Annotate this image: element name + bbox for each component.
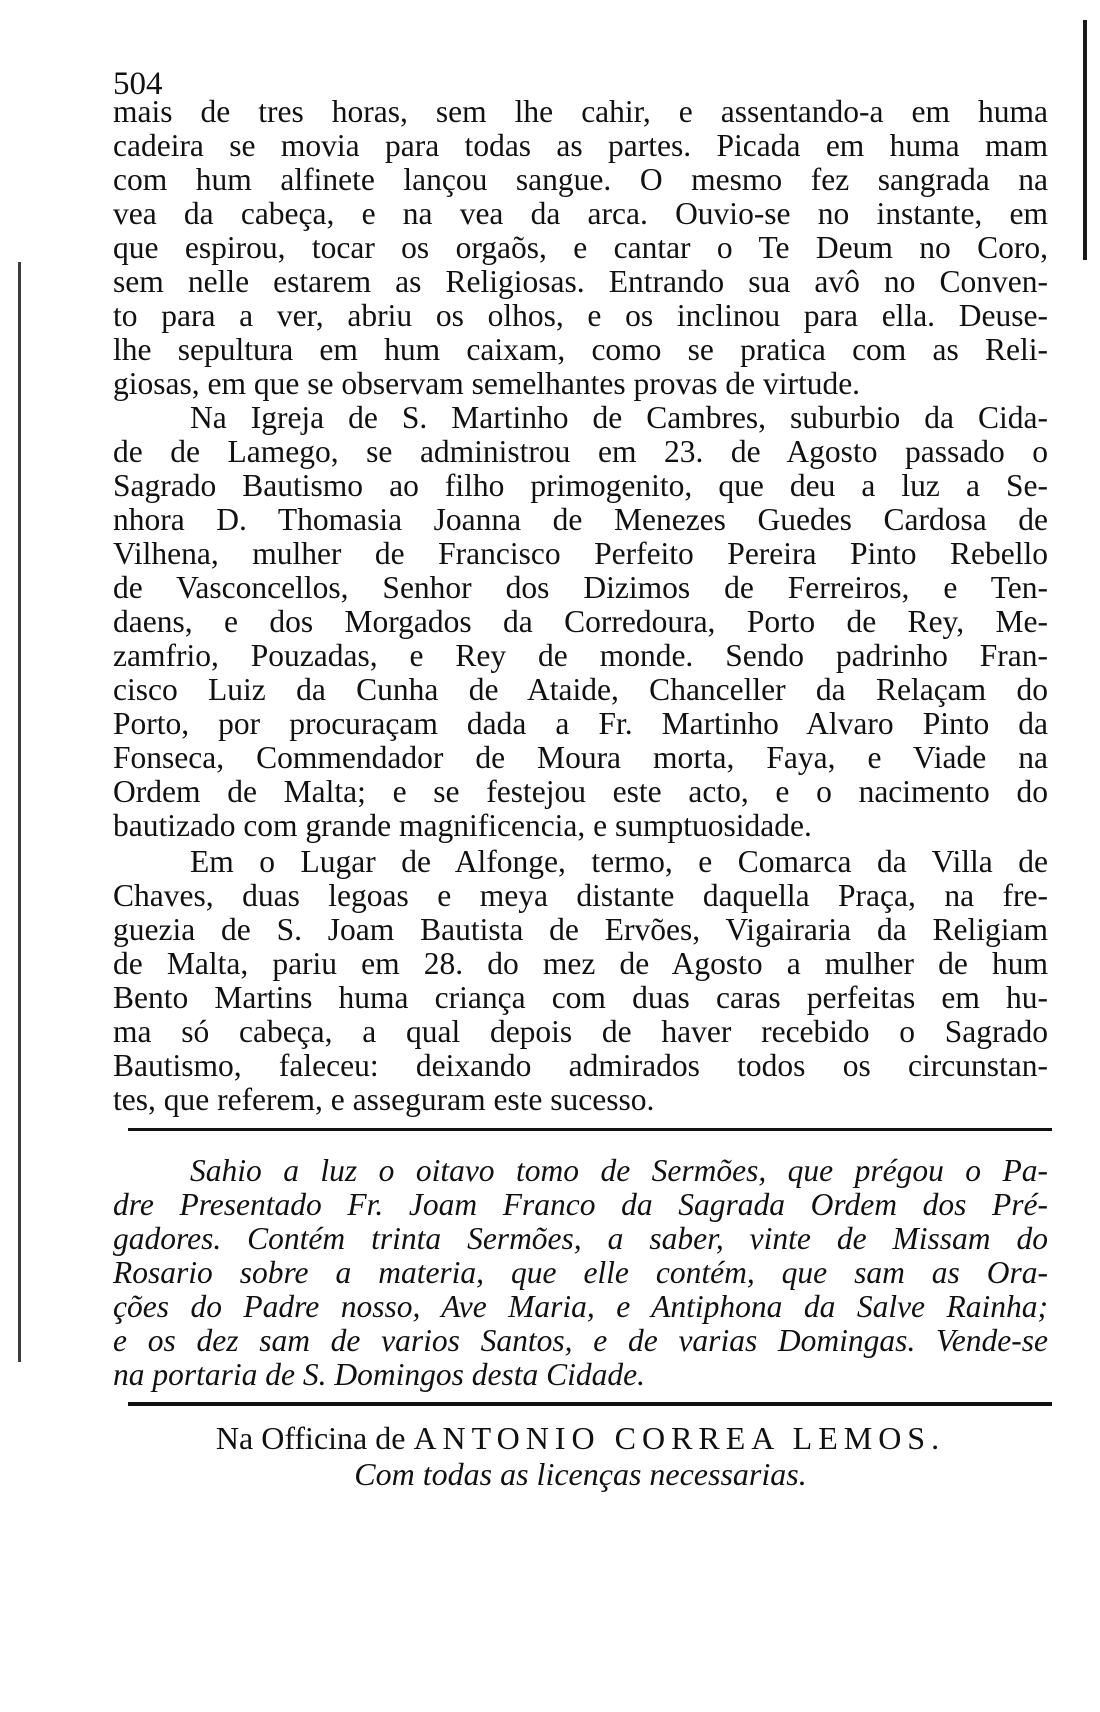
printer-name: ANTONIO CORREA LEMOS. [413,1420,946,1456]
text-line: bautizado com grande magnificencia, e sumptuosidade. [113,808,812,843]
notice-line: dre Presentado Fr. Joam Franco da Sagrada Ordem dos Pré- [113,1187,1048,1222]
notice-line: gadores. Contém trinta Sermões, a saber, vinte de Missam do [113,1221,1048,1256]
text-line: cisco Luiz da Cunha de Ataide, Chanceller da Relaçam do [113,672,1048,707]
text-line: mais de tres horas, sem lhe cahir, e assentando-a em huma [113,94,1048,129]
text-line: Sagrado Bautismo ao filho primogenito, que deu a luz a Se- [113,468,1048,503]
text-line: que espirou, tocar os orgaõs, e cantar o Te Deum no Coro, [113,230,1048,265]
text-line: de Malta, pariu em 28. do mez de Agosto a mulher de hum [113,946,1048,981]
text-line: Fonseca, Commendador de Moura morta, Faya, e Viade na [113,740,1048,775]
text-line: de de Lamego, se administrou em 23. de Agosto passado o [113,434,1048,469]
text-line: giosas, em que se observam semelhantes provas de virtude. [113,366,861,401]
notice-line: Sahio a luz o oitavo tomo de Sermões, que prégou o Pa- [190,1153,1048,1188]
text-line: vea da cabeça, e na vea da arca. Ouvio-se no instante, em [113,196,1048,231]
text-line: guezia de S. Joam Bautista de Ervões, Vigairaria da Religiam [113,912,1048,947]
text-line: cadeira se movia para todas as partes. Picada em huma mam [113,128,1048,163]
text-line: Vilhena, mulher de Francisco Perfeito Pereira Pinto Rebello [113,536,1048,571]
section-divider [128,1402,1052,1406]
page-edge-mark [18,262,21,1362]
section-divider [128,1128,1052,1131]
notice-line: Rosario sobre a materia, que elle contém, que sam as Ora- [113,1255,1048,1290]
text-line: Na Igreja de S. Martinho de Cambres, suburbio da Cida- [190,400,1048,435]
page-number: 504 [113,66,163,102]
notice-line: na portaria de S. Domingos desta Cidade. [113,1357,645,1392]
imprint-prefix: Na Officina de [215,1420,406,1456]
notice-line: ções do Padre nosso, Ave Maria, e Antiphona da Salve Rainha; [113,1289,1048,1324]
text-line: tes, que referem, e asseguram este sucesso. [113,1082,655,1117]
notice-line: e os dez sam de varios Santos, e de varias Domingas. Vende-se [113,1323,1048,1358]
text-line: de Vasconcellos, Senhor dos Dizimos de Ferreiros, e Ten- [113,570,1048,605]
text-line: com hum alfinete lançou sangue. O mesmo fez sangrada na [113,162,1048,197]
text-line: nhora D. Thomasia Joanna de Menezes Guedes Cardosa de [113,502,1048,537]
text-line: Chaves, duas legoas e meya distante daquella Praça, na fre- [113,878,1048,913]
printer-imprint [113,1422,1048,1454]
text-line: sem nelle estarem as Religiosas. Entrando sua avô no Conven- [113,264,1048,299]
text-line: Bento Martins huma criança com duas caras perfeitas em hu- [113,980,1048,1015]
page-edge-mark [1083,20,1087,260]
text-line: Porto, por procuraçam dada a Fr. Martinho Alvaro Pinto da [113,706,1048,741]
text-line: to para a ver, abriu os olhos, e os inclinou para ella. Deuse- [113,298,1048,333]
text-line: ma só cabeça, a qual depois de haver recebido o Sagrado [113,1014,1048,1049]
text-line: Em o Lugar de Alfonge, termo, e Comarca da Villa de [190,844,1048,879]
text-line: zamfrio, Pouzadas, e Rey de monde. Sendo padrinho Fran- [113,638,1048,673]
license-line: Com todas as licenças necessarias. [354,1456,807,1492]
text-line: lhe sepultura em hum caixam, como se pratica com as Reli- [113,332,1048,367]
text-line: Ordem de Malta; e se festejou este acto, e o nacimento do [113,774,1048,809]
text-line: daens, e dos Morgados da Corredoura, Porto de Rey, Me- [113,604,1048,639]
text-line: Bautismo, faleceu: deixando admirados todos os circunstan- [113,1048,1048,1083]
